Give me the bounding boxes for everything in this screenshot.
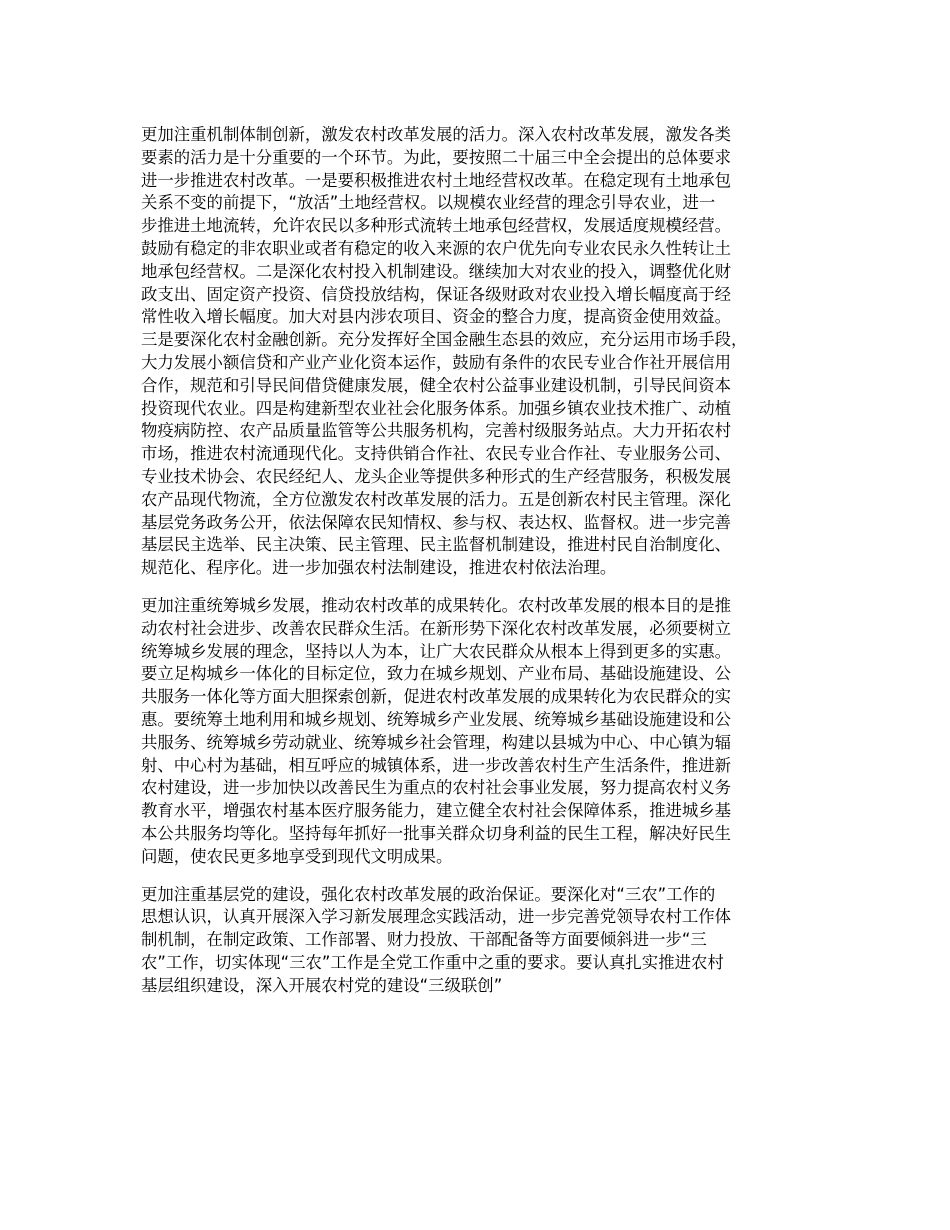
text-line: 共服务、统筹城乡劳动就业、统筹城乡社会管理，构建以县城为中心、中心镇为辐 xyxy=(141,732,732,752)
text-line: 射、中心村为基础，相互呼应的城镇体系，进一步改善农村生产生活条件，推进新 xyxy=(141,755,732,775)
text-line: 更加注重基层党的建设，强化农村改革发展的政治保证。要深化对“三农”工作的 xyxy=(141,884,716,904)
text-line: 基层党务政务公开，依法保障农民知情权、参与权、表达权、监督权。进一步完善 xyxy=(141,512,732,532)
text-line: 共服务一体化等方面大胆探索创新，促进农村改革发展的成果转化为农民群众的实 xyxy=(141,687,732,707)
document-body xyxy=(141,124,831,997)
text-line: 制机制，在制定政策、工作部署、财力投放、干部配备等方面要倾斜进一步“三 xyxy=(141,930,707,950)
text-line: 专业技术协会、农民经纪人、龙头企业等提供多种形式的生产经营服务，积极发展 xyxy=(141,466,732,486)
text-line: 地承包经营权。二是深化农村投入机制建设。继续加大对农业的投入，调整优化财 xyxy=(141,261,732,281)
text-line: 动农村社会进步、改善农民群众生活。在新形势下深化农村改革发展，必须要树立 xyxy=(141,618,732,638)
text-line: 三是要深化农村金融创新。充分发挥好全国金融生态县的效应，充分运用市场手段， xyxy=(141,330,748,350)
text-line: 统筹城乡发展的理念，坚持以人为本，让广大农民群众从根本上得到更多的实惠。 xyxy=(141,641,732,661)
text-line: 常性收入增长幅度。加大对县内涉农项目、资金的整合力度，提高资金使用效益。 xyxy=(141,307,732,327)
text-line: 关系不变的前提下，“放活”土地经营权。以规模农业经营的理念引导农业，进一 xyxy=(141,193,716,213)
text-line: 农村建设，进一步加快以改善民生为重点的农村社会事业发展，努力提高农村义务 xyxy=(141,778,732,798)
text-line: 农产品现代物流，全方位激发农村改革发展的活力。五是创新农村民主管理。深化 xyxy=(141,489,732,509)
text-line: 更加注重机制体制创新，激发农村改革发展的活力。深入农村改革发展，激发各类 xyxy=(141,125,732,144)
paragraph xyxy=(141,595,831,869)
text-line: 步推进土地流转，允许农民以多种形式流转土地承包经营权，发展适度规模经营。 xyxy=(141,216,732,236)
text-line: 本公共服务均等化。坚持每年抓好一批事关群众切身利益的民生工程，解决好民生 xyxy=(141,823,732,843)
text-line: 基层民主选举、民主决策、民主管理、民主监督机制建设，推进村民自治制度化、 xyxy=(141,535,732,555)
paragraph xyxy=(141,884,831,998)
text-line: 物疫病防控、农产品质量监管等公共服务机构，完善村级服务站点。大力开拓农村 xyxy=(141,421,732,441)
text-line: 政支出、固定资产投资、信贷投放结构，保证各级财政对农业投入增长幅度高于经 xyxy=(141,284,732,304)
text-line: 农”工作，切实体现“三农”工作是全党工作重中之重的要求。要认真扎实推进农村 xyxy=(141,952,724,972)
text-line: 问题，使农民更多地享受到现代文明成果。 xyxy=(141,846,453,866)
text-line: 更加注重统筹城乡发展，推动农村改革的成果转化。农村改革发展的根本目的是推 xyxy=(141,595,732,615)
text-line: 要立足构城乡一体化的目标定位，致力在城乡规划、产业布局、基础设施建设、公 xyxy=(141,664,732,684)
text-line: 惠。要统筹土地利用和城乡规划、统筹城乡产业发展、统筹城乡基础设施建设和公 xyxy=(141,709,732,729)
text-line: 教育水平，增强农村基本医疗服务能力，建立健全农村社会保障体系，推进城乡基 xyxy=(141,801,732,821)
text-line: 基层组织建设，深入开展农村党的建设“三级联创” xyxy=(141,975,503,995)
text-line: 思想认识，认真开展深入学习新发展理念实践活动，进一步完善党领导农村工作体 xyxy=(141,907,732,927)
text-line: 市场，推进农村流通现代化。支持供销合作社、农民专业合作社、专业服务公司、 xyxy=(141,444,732,464)
text-line: 进一步推进农村改革。一是要积极推进农村土地经营权改革。在稳定现有土地承包 xyxy=(141,170,732,190)
text-line: 规范化、程序化。进一步加强农村法制建设，推进农村依法治理。 xyxy=(141,558,617,578)
text-line: 鼓励有稳定的非农职业或者有稳定的收入来源的农户优先向专业农民永久性转让土 xyxy=(141,238,732,258)
text-line: 要素的活力是十分重要的一个环节。为此，要按照二十届三中全会提出的总体要求 xyxy=(141,147,732,167)
paragraph xyxy=(141,124,831,580)
text-line: 合作，规范和引导民间借贷健康发展，健全农村公益事业建设机制，引导民间资本 xyxy=(141,375,732,395)
text-line: 投资现代农业。四是构建新型农业社会化服务体系。加强乡镇农业技术推广、动植 xyxy=(141,398,732,418)
text-line: 大力发展小额信贷和产业产业化资本运作，鼓励有条件的农民专业合作社开展信用 xyxy=(141,352,732,372)
